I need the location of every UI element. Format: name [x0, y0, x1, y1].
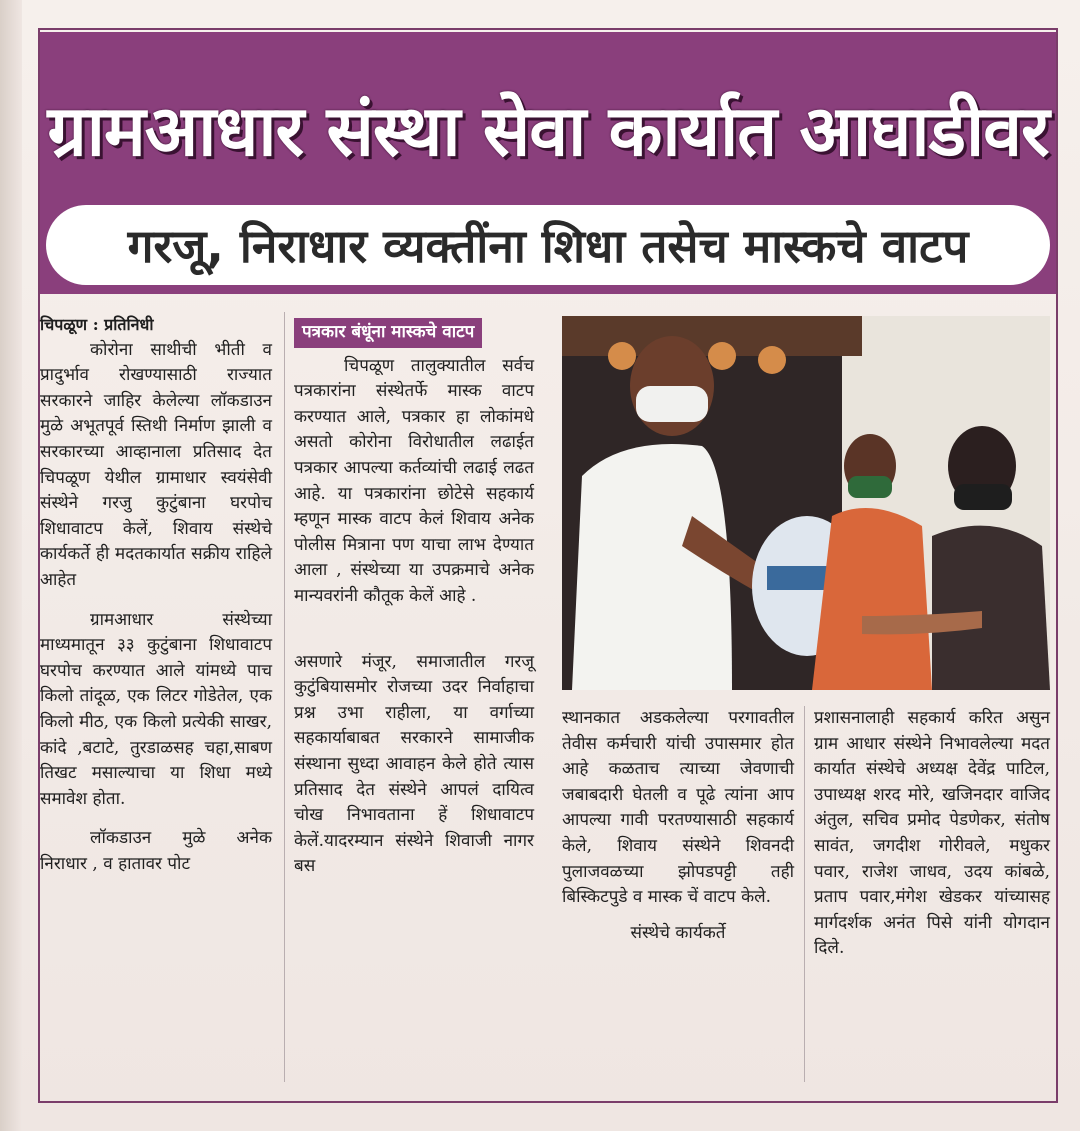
box-heading: पत्रकार बंधूंना मास्कचे वाटप	[294, 318, 482, 348]
box-text: चिपळूण तालुक्यातील सर्वच पत्रकारांना संस्थेतर्फे मास्क वाटप करण्यात आले, पत्रकार हा लोकांमधे असतो कोरोना विरोधातील लढाईत पत्रकार आपल्या कर्तव्यांची लढाई लढत आहे. या पत्रकारांना छोटेसे सहकार्य म्हणून मास्क वाटप केलं शिवाय अनेक पोलीस मित्राना पण याचा लाभ देण्यात आला , संस्थेच्या या उपक्रमाचे अनेक मान्यवरांनी कौतूक केलें आहे .	[294, 355, 534, 606]
news-photo	[562, 316, 1050, 690]
column-1	[40, 312, 272, 1082]
col3-text: स्थानकात अडकलेल्या परगावतील तेवीस कर्मचारी यांची उपासमार होत आहे कळताच त्याच्या जेवणाची जबाबदारी घेतली व पूढे त्यांना आप आपल्या गावी परतण्यासाठी सहकार्य केले, शिवाय संस्थेने शिवनदी पुलाजवळच्या झोपडपट्टी तही बिस्किटपुडे व मास्क चें वाटप केले.	[562, 708, 794, 908]
subheadline: गरजू, निराधार व्यक्तींना शिधा तसेच मास्कचे वाटप	[46, 205, 1050, 285]
col2-continuation: असणारे मंजूर, समाजातील गरजू कुटुंबियासमोर रोजच्या उदर निर्वाहाचा प्रश्न उभा राहीला, या वर्गाच्या सहकार्याबाबत सरकारने सामाजीक संस्थाना सुध्दा आवाहन केले होते त्यास प्रतिसाद देत संस्थेने आपलं दायित्व चोख निभावताना हें शिधावाटप केलें.यादरम्यान संस्थेने शिवाजी नागर बस	[294, 651, 534, 877]
column-4	[814, 706, 1050, 1082]
column-divider	[804, 706, 805, 1082]
col4-text: प्रशासनालाही सहकार्य करित असुन ग्राम आधार संस्थेने निभावलेल्या मदत कार्यात संस्थेचे अध्यक्ष देवेंद्र पाटिल, उपाध्यक्ष शरद मोरे, खजिनदार वाजिद अंतुल, सचिव प्रमोद पेडणेकर, संतोष सावंत, जगदीश गोरीवले, मधुकर पवार, राजेश जाधव, उदय कांबळे, प्रताप पवार,मंगेश खेडकर यांच्यासह मार्गदर्शक अनंत पिसे यांनी योगदान दिले.	[814, 708, 1050, 959]
column-2	[294, 318, 534, 1082]
col1-paragraph-3: लॉकडाउन मुळे अनेक निराधार , व हातावर पोट	[40, 828, 272, 874]
col3-tail: संस्थेचे कार्यकर्ते	[630, 922, 726, 943]
column-divider	[284, 312, 285, 1082]
col1-paragraph-2: ग्रामआधार संस्थेच्या माध्यमातून ३३ कुटुंबाना शिधावाटप घरपोच करण्यात आले यांमध्ये पाच किलो तांदूळ, एक लिटर गोडेतेल, एक किलो मीठ, एक किलो प्रत्येकी साखर, कांदे ,बटाटे, तुरडाळसह चहा,साबण तिखट मसाल्याचा या शिधा मध्ये समावेश होता.	[40, 609, 272, 809]
page-edge	[0, 0, 22, 1131]
col1-paragraph-1: कोरोना साथीची भीती व प्रादुर्भाव रोखण्यासाठी राज्यात सरकारने जाहिर केलेल्या लॉकडाउन मुळे अभूतपूर्व स्तिथी निर्माण झाली व सरकारच्या आव्हानाला प्रतिसाद देत चिपळूण येथील ग्रामाधार स्वयंसेवी संस्थेने गरजु कुटुंबाना घरपोच शिधावाटप केलें, शिवाय संस्थेचे कार्यकर्ते ही मदतकार्यात सक्रीय राहिले आहेत	[40, 339, 272, 590]
column-3	[562, 706, 794, 1082]
headline: ग्रामआधार संस्था सेवा कार्यात आघाडीवर	[47, 90, 1049, 172]
dateline: चिपळूण : प्रतिनिधी	[40, 315, 154, 334]
